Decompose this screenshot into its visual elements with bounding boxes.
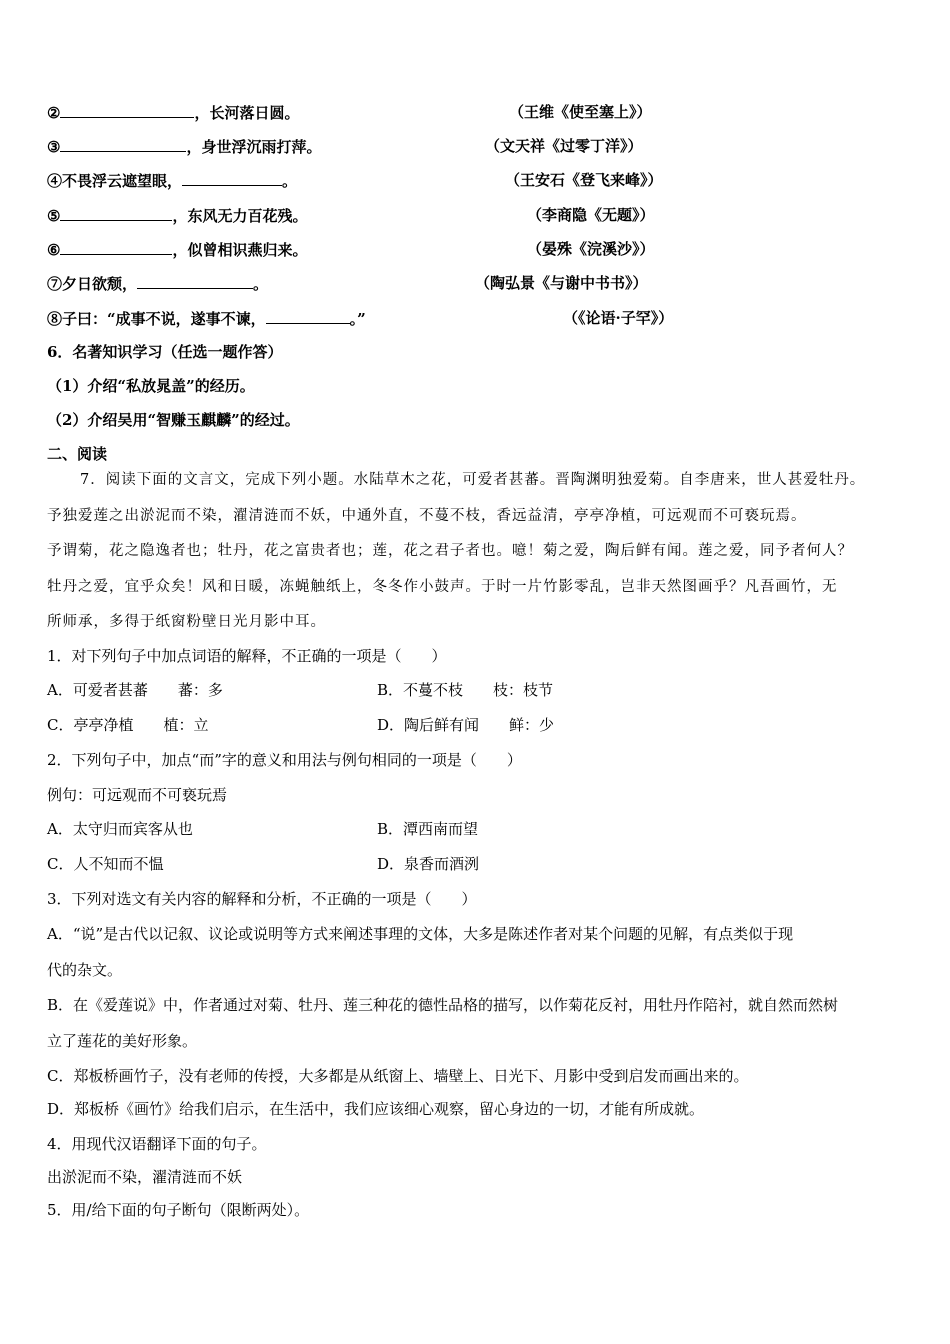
poem-number: ⑦ [47, 275, 63, 293]
q6-title: 6．名著知识学习（任选一题作答） [47, 343, 283, 361]
poem-number: ⑥ [47, 241, 61, 259]
poem-line-4 [47, 170, 663, 191]
poem-before: 不畏浮云遮望眼， [62, 172, 183, 190]
q6-option-2: （2）介绍吴用“智赚玉麒麟”的经过。 [47, 411, 300, 429]
q1-stem: 1．对下列句子中加点词语的解释，不正确的一项是（ ） [47, 647, 447, 665]
fill-blank[interactable] [182, 170, 282, 186]
poem-line-5 [47, 205, 655, 226]
poem-source: （李商隐《无题》） [527, 206, 655, 224]
passage-line: 予谓菊，花之隐逸者也；牡丹，花之富贵者也；莲，花之君子者也。噫！菊之爱，陶后鲜有闻。莲之爱，同予者何人？ [47, 543, 853, 559]
poem-source: （《论语·子罕》） [563, 309, 674, 327]
q3-option-b: B．在《爱莲说》中，作者通过对菊、牡丹、莲三种花的德性品格的描写，以作菊花反衬，用牡丹作陪衬，就自然而然树 [47, 996, 839, 1014]
poem-line-3 [47, 136, 643, 157]
q1-option-d: D．陶后鲜有闻 鲜：少 [377, 716, 555, 734]
q2-example: 例句：可远观而不可亵玩焉 [47, 786, 228, 804]
q6-option-1: （1）介绍“私放晁盖”的经历。 [47, 377, 255, 395]
fill-blank[interactable] [60, 102, 194, 118]
q3-stem: 3．下列对选文有关内容的解释和分析，不正确的一项是（ ） [47, 890, 477, 908]
passage-line: 予独爱莲之出淤泥而不染，濯清涟而不妖，中通外直，不蔓不枝，香远益清，亭亭净植，可远观而不可亵玩焉。 [47, 508, 807, 524]
q3-option-d: D．郑板桥《画竹》给我们启示，在生活中，我们应该细心观察，留心身边的一切，才能有所成就。 [47, 1100, 705, 1118]
q1-option-b: B．不蔓不枝 枝：枝节 [377, 681, 554, 699]
poem-after: 。 [282, 172, 298, 190]
poem-after: ，身世浮沉雨打萍。 [186, 138, 322, 156]
poem-number: ⑤ [47, 207, 61, 225]
q2-option-a: A．太守归而宾客从也 [47, 820, 193, 838]
fill-blank[interactable] [60, 136, 186, 152]
poem-after: 。 [253, 275, 269, 293]
q4-stem: 4．用现代汉语翻译下面的句子。 [47, 1135, 267, 1153]
poem-number: ③ [47, 138, 61, 156]
poem-after: ，长河落日圆。 [194, 104, 300, 122]
q1-options-row-1 [47, 680, 554, 700]
q5-stem: 5．用/给下面的句子断句（限断两处）。 [47, 1201, 310, 1219]
q3-option-a: A．“说”是古代以记叙、议论或说明等方式来阐述事理的文体，大多是陈述作者对某个问题的见解，有点类似于现 [47, 925, 794, 943]
poem-after: ，东风无力百花残。 [172, 207, 308, 225]
poem-number: ⑧ [47, 310, 63, 328]
fill-blank[interactable] [60, 239, 172, 255]
fill-blank[interactable] [137, 273, 253, 289]
q3-option-b-cont: 立了莲花的美好形象。 [47, 1032, 198, 1050]
poem-line-8 [47, 308, 674, 329]
poem-source: （晏殊《浣溪沙》） [527, 240, 655, 258]
q2-stem: 2．下列句子中，加点“而”字的意义和用法与例句相同的一项是（ ） [47, 751, 522, 769]
poem-source: （王维《使至塞上》） [509, 103, 652, 121]
q2-option-b: B．潭西南而望 [377, 820, 479, 838]
poem-line-2 [47, 102, 652, 123]
passage-line: 7．阅读下面的文言文，完成下列小题。水陆草木之花，可爱者甚蕃。晋陶渊明独爱菊。自李唐来，世人甚爱牡丹。 [80, 472, 866, 488]
poem-before: 子曰：“成事不说，遂事不谏， [62, 310, 266, 328]
q1-option-a: A．可爱者甚蕃 蕃：多 [47, 681, 223, 699]
q2-option-c: C．人不知而不愠 [47, 855, 164, 873]
q3-option-a-cont: 代的杂文。 [47, 961, 123, 979]
q1-option-c: C．亭亭净植 植：立 [47, 716, 209, 734]
q2-options-row-1 [47, 819, 479, 839]
poem-after: 。” [349, 310, 366, 328]
poem-line-7 [47, 273, 648, 294]
passage-line: 牡丹之爱，宜乎众矣！风和日暖，冻蝇触纸上，冬冬作小鼓声。于时一片竹影零乱，岂非天然图画乎？凡吾画竹，无 [47, 579, 838, 595]
poem-line-6 [47, 239, 655, 260]
poem-after: ，似曾相识燕归来。 [172, 241, 308, 259]
q2-options-row-2 [47, 854, 480, 874]
poem-source: （陶弘景《与谢中书书》） [475, 274, 648, 292]
poem-number: ② [47, 104, 61, 122]
fill-blank[interactable] [266, 308, 350, 324]
section-heading: 二、阅读 [47, 445, 108, 463]
poem-source: （王安石《登飞来峰》） [505, 171, 663, 189]
poem-before: 夕日欲颓， [62, 275, 138, 293]
poem-source: （文天祥《过零丁洋》） [485, 137, 643, 155]
q4-sentence: 出淤泥而不染，濯清涟而不妖 [47, 1168, 243, 1186]
poem-number: ④ [47, 172, 63, 190]
fill-blank[interactable] [60, 205, 172, 221]
q1-options-row-2 [47, 715, 555, 735]
q2-option-d: D．泉香而酒洌 [377, 855, 480, 873]
q3-option-c: C．郑板桥画竹子，没有老师的传授，大多都是从纸窗上、墙壁上、日光下、月影中受到启发而画出来的。 [47, 1067, 749, 1085]
passage-line: 所师承，多得于纸窗粉壁日光月影中耳。 [47, 614, 326, 630]
